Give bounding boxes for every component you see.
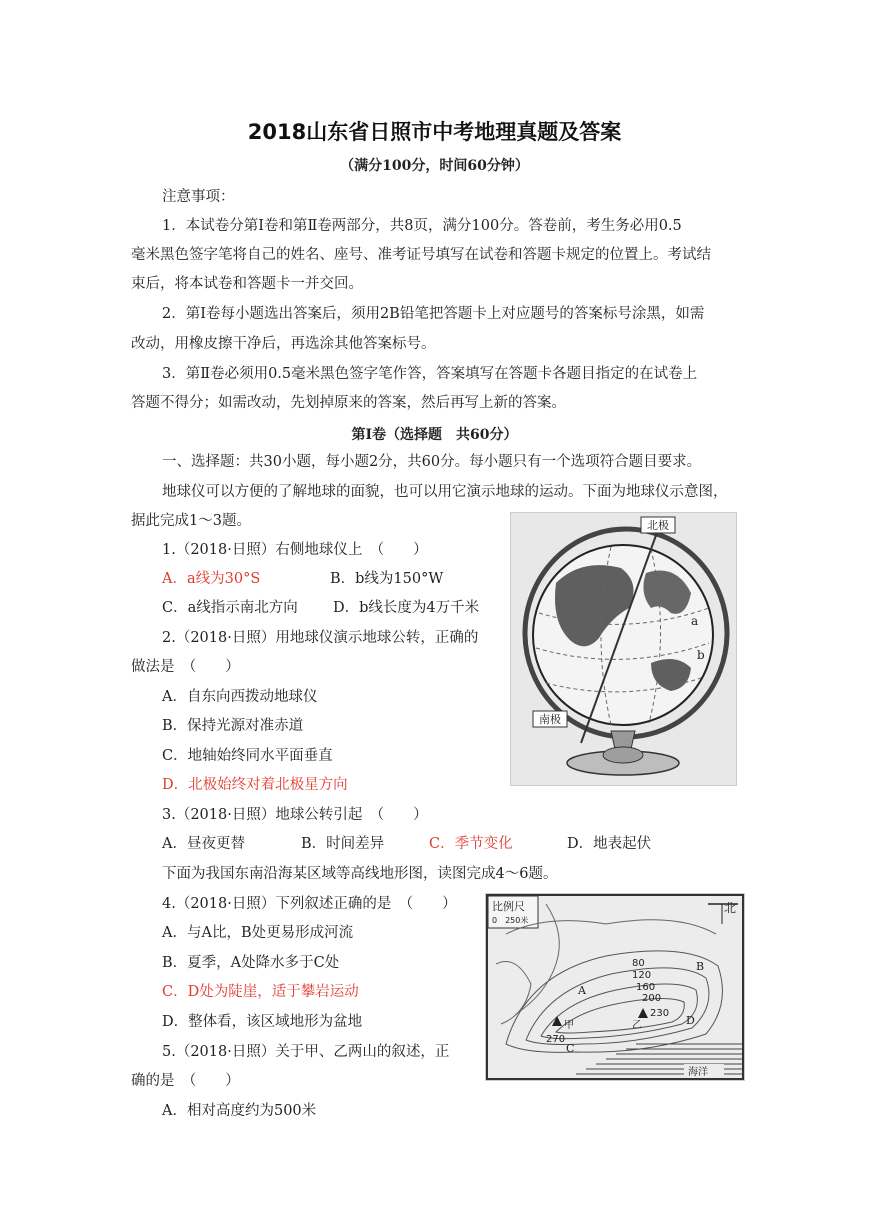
peak-jia-label: 甲 — [564, 1020, 574, 1031]
question-4: 4.（2018·日照）下列叙述正确的是 （ ） — [162, 896, 457, 912]
question-1: 1.（2018·日照）右侧地球仪上 （ ） — [162, 542, 428, 558]
part1-intro: 一、选择题：共30小题，每小题2分，共60分。每小题只有一个选项符合题目要求。 — [162, 454, 702, 470]
contour-map — [486, 894, 744, 1080]
notice-3-line-2: 答题不得分；如需改动，先划掉原来的答案，然后再写上新的答案。 — [131, 395, 566, 411]
question-5-line-1: 5.（2018·日照）关于甲、乙两山的叙述，正 — [162, 1044, 450, 1060]
notice-2-line-2: 改动，用橡皮擦干净后，再选涂其他答案标号。 — [131, 336, 436, 352]
question-3: 3.（2018·日照）地球公转引起 （ ） — [162, 807, 428, 823]
q3-option-b: B．时间差异 — [301, 836, 385, 852]
peak-jia-elevation: 270 — [546, 1034, 566, 1045]
q4-option-c: C．D处为陡崖，适于攀岩运动 — [162, 984, 359, 1000]
notice-3-line-1: 3．第Ⅱ卷必须用0.5毫米黑色签字笔作答，答案填写在答题卡各题目指定的在试卷上 — [162, 366, 698, 382]
notice-1-line-1: 1．本试卷分第Ⅰ卷和第Ⅱ卷两部分，共8页，满分100分。答卷前，考生务必用0.5 — [162, 218, 682, 234]
notice-2-line-1: 2．第Ⅰ卷每小题选出答案后，须用2B铅笔把答题卡上对应题号的答案标号涂黑，如需 — [162, 306, 705, 322]
notice-1-line-2: 毫米黑色签字笔将自己的姓名、座号、准考证号填写在试卷和答题卡规定的位置上。考试结 — [131, 247, 711, 263]
point-d: D — [686, 1014, 695, 1027]
contour-label: 160 — [636, 982, 656, 993]
page-subtitle: （满分100分，时间60分钟） — [340, 158, 529, 174]
section-title: 第Ⅰ卷（选择题 共60分） — [351, 427, 518, 443]
map-intro: 下面为我国东南沿海某区域等高线地形图，读图完成4～6题。 — [162, 866, 558, 882]
peak-yi-elevation: 230 — [650, 1008, 670, 1019]
q3-option-c: C．季节变化 — [429, 836, 513, 852]
south-pole-label: 南极 — [539, 713, 561, 726]
peak-yi-label: 乙 — [632, 1020, 642, 1031]
globe-intro-line-2: 据此完成1～3题。 — [131, 513, 251, 529]
question-2-line-1: 2.（2018·日照）用地球仪演示地球公转，正确的 — [162, 630, 479, 646]
q1-option-b: B．b线为150°W — [330, 571, 444, 587]
q1-option-c: C．a线指示南北方向 — [162, 600, 298, 616]
q2-option-c: C．地轴始终同水平面垂直 — [162, 748, 333, 764]
q4-option-d: D．整体看，该区域地形为盆地 — [162, 1014, 363, 1030]
q4-option-b: B．夏季，A处降水多于C处 — [162, 955, 340, 971]
q5-option-a: A．相对高度约为500米 — [162, 1103, 317, 1119]
globe-intro-line-1: 地球仪可以方便的了解地球的面貌，也可以用它演示地球的运动。下面为地球仪示意图， — [162, 484, 728, 500]
point-c: C — [566, 1042, 575, 1055]
north-label: 北 — [724, 901, 737, 915]
question-5-line-2: 确的是 （ ） — [131, 1073, 240, 1089]
globe-stand-neck — [611, 731, 635, 749]
point-a: A — [578, 984, 586, 997]
notice-heading: 注意事项： — [162, 189, 235, 205]
sea-label: 海洋 — [688, 1067, 708, 1078]
q2-option-d: D．北极始终对着北极星方向 — [162, 777, 348, 793]
scale-values: 0 250米 — [492, 916, 529, 925]
globe-figure — [510, 512, 737, 786]
contour-label: 80 — [632, 958, 645, 969]
north-pole-label: 北极 — [647, 519, 669, 532]
q2-option-a: A．自东向西拨动地球仪 — [162, 689, 318, 705]
scale-title: 比例尺 — [492, 900, 525, 913]
q1-option-a: A．a线为30°S — [162, 571, 261, 587]
contour-label: 200 — [642, 993, 662, 1004]
page-title: 2018山东省日照市中考地理真题及答案 — [247, 120, 622, 144]
contour-map-figure — [485, 893, 745, 1081]
line-b-label: b — [697, 648, 705, 662]
q1-option-d: D．b线长度为4万千米 — [333, 600, 480, 616]
globe-illustration — [511, 513, 736, 785]
q4-option-a: A．与A比，B处更易形成河流 — [162, 925, 354, 941]
point-b: B — [696, 960, 705, 973]
contour-label: 120 — [632, 970, 652, 981]
globe-base-top — [603, 747, 643, 763]
q3-option-a: A．昼夜更替 — [162, 836, 245, 852]
line-a-label: a — [691, 614, 699, 628]
question-2-line-2: 做法是 （ ） — [131, 659, 240, 675]
q3-option-d: D．地表起伏 — [567, 836, 652, 852]
notice-1-line-3: 束后，将本试卷和答题卡一并交回。 — [131, 276, 363, 292]
q2-option-b: B．保持光源对准赤道 — [162, 718, 304, 734]
